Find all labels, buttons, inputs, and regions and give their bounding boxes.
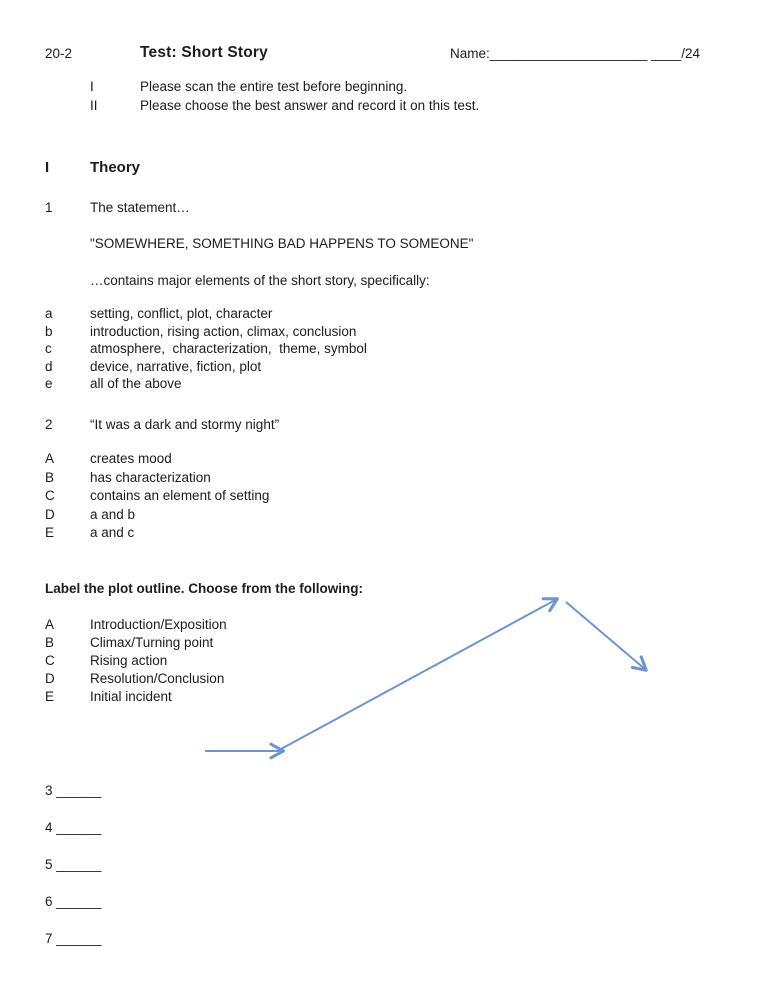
option-row: [45, 470, 211, 485]
option-row: [45, 359, 261, 374]
option-text: device, narrative, fiction, plot: [90, 358, 262, 374]
option-text: a and b: [90, 506, 136, 522]
option-letter: e: [45, 376, 53, 391]
option-row: [45, 306, 272, 321]
option-row: [45, 324, 356, 339]
option-text: a and c: [90, 525, 135, 540]
rising-action-arrow: [281, 599, 557, 749]
page-title: Test: Short Story: [140, 44, 268, 61]
option-row: [45, 507, 135, 522]
question-1-quote: "SOMEWHERE, SOMETHING BAD HAPPENS TO SOMEONE": [90, 236, 474, 251]
question-prompt: “It was a dark and stormy night”: [90, 417, 280, 432]
blank-line: ______: [56, 857, 102, 872]
option-row: [45, 376, 182, 391]
section-title: Theory: [90, 159, 141, 176]
name-label: Name:: [450, 46, 490, 61]
instruction-text: Please choose the best answer and record it on this test.: [140, 98, 480, 113]
option-text: all of the above: [90, 376, 182, 391]
score-total: /24: [681, 46, 701, 61]
option-letter: c: [45, 341, 52, 356]
answer-blank-row: [45, 783, 101, 798]
blank-number: 6: [45, 894, 53, 909]
option-text: setting, conflict, plot, character: [90, 306, 273, 321]
blank-number: 4: [45, 820, 53, 835]
falling-action-arrow: [566, 602, 646, 670]
question-number: 1: [45, 200, 53, 215]
section-heading: [45, 160, 140, 175]
option-row: [45, 341, 367, 356]
option-row: [45, 451, 172, 466]
name-blank-line: _____________________: [489, 46, 648, 61]
blank-number: 7: [45, 931, 53, 946]
question-1: [45, 200, 190, 215]
option-letter: E: [45, 525, 55, 540]
instruction-row: [90, 79, 407, 94]
choice-letter: A: [45, 617, 55, 632]
blank-number: 5: [45, 857, 53, 872]
option-letter: a: [45, 306, 53, 321]
choice-text: Introduction/Exposition: [90, 617, 227, 632]
instruction-text: Please scan the entire test before beginning.: [140, 79, 408, 94]
option-letter: D: [45, 506, 55, 522]
blank-number: 3: [45, 783, 53, 798]
instruction-row: [90, 98, 479, 113]
blank-line: ______: [56, 894, 102, 909]
answer-blank-row: [45, 894, 101, 909]
choice-letter: E: [45, 689, 55, 704]
score-blank-line: ____: [651, 46, 682, 61]
choice-text: Rising action: [90, 653, 168, 668]
answer-blank-row: [45, 857, 101, 872]
instruction-numeral: I: [90, 79, 94, 94]
choice-letter: D: [45, 671, 55, 686]
option-text: contains an element of setting: [90, 488, 270, 503]
name-score-line: [450, 46, 700, 61]
plot-section-heading: Label the plot outline. Choose from the following:: [45, 581, 363, 596]
choice-letter: B: [45, 635, 55, 650]
section-numeral: I: [45, 159, 50, 176]
course-code: 20-2: [45, 46, 73, 61]
choice-text: Climax/Turning point: [90, 635, 214, 650]
instruction-numeral: II: [90, 98, 98, 113]
option-letter: d: [45, 358, 53, 374]
option-letter: A: [45, 451, 55, 466]
answer-blank-row: [45, 931, 101, 946]
question-number: 2: [45, 417, 53, 432]
option-letter: B: [45, 469, 55, 485]
question-prompt: The statement…: [90, 200, 190, 215]
option-row: [45, 525, 134, 540]
question-2: [45, 417, 279, 432]
option-text: creates mood: [90, 451, 172, 466]
answer-blank-row: [45, 820, 101, 835]
question-1-continuation: …contains major elements of the short story, specifically:: [90, 273, 430, 288]
option-letter: b: [45, 323, 53, 339]
option-text: atmosphere, characterization, theme, symbol: [90, 341, 367, 356]
choice-text: Resolution/Conclusion: [90, 671, 225, 686]
option-row: [45, 488, 269, 503]
plot-outline-diagram: [0, 575, 768, 785]
option-text: has characterization: [90, 469, 211, 485]
blank-line: ______: [56, 931, 102, 946]
blank-line: ______: [56, 783, 102, 798]
blank-line: ______: [56, 820, 102, 835]
choice-text: Initial incident: [90, 689, 172, 704]
option-text: introduction, rising action, climax, conclusion: [90, 323, 357, 339]
choice-letter: C: [45, 653, 55, 668]
option-letter: C: [45, 488, 55, 503]
